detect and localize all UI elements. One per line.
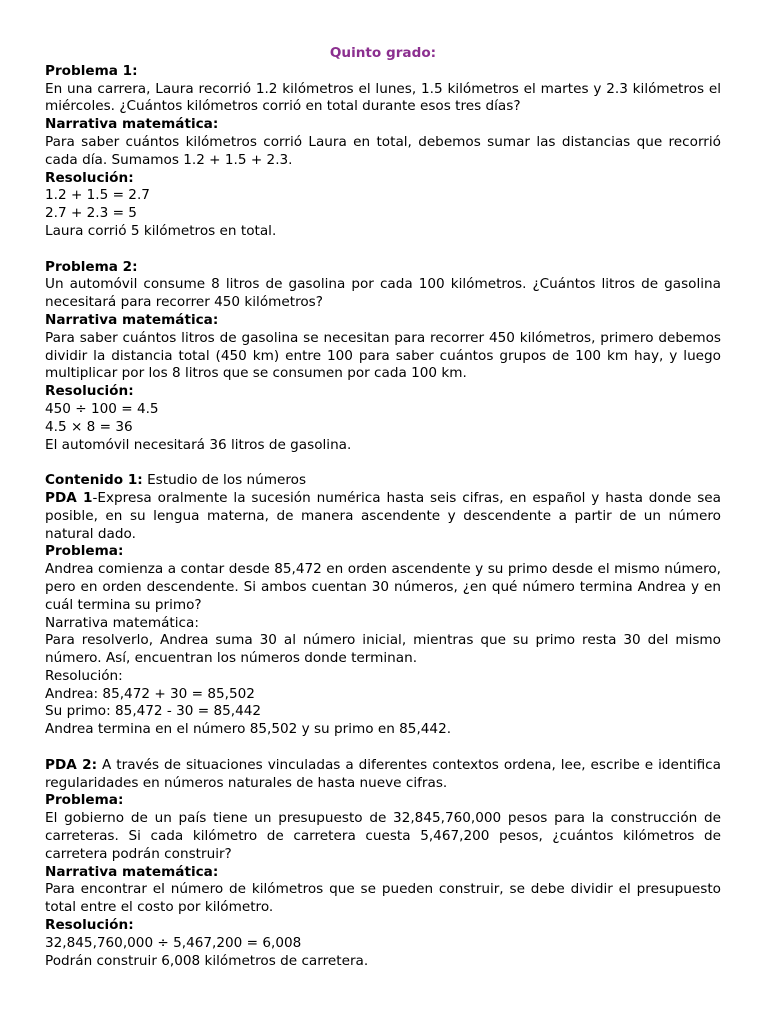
page-title: Quinto grado:	[329, 45, 437, 61]
resolution-line: 4.5 × 8 = 36	[45, 418, 133, 435]
resolution-line: Andrea termina en el número 85,502 y su primo en 85,442.	[45, 721, 452, 738]
problem-1-narrative-heading: Narrativa matemática:	[45, 116, 219, 133]
resolution-line: Laura corrió 5 kilómetros en total.	[45, 222, 277, 239]
contenido-label: Contenido 1:	[45, 472, 143, 489]
problem-2-narrative-heading: Narrativa matemática:	[45, 311, 219, 328]
pda-2-section	[45, 757, 721, 971]
problem-1-heading: Problema 1:	[45, 62, 138, 79]
spacer	[45, 241, 721, 259]
problem-2-narrative-text: Para saber cuántos litros de gasolina se necesitan para recorrer 450 kilómetros, primero debemos dividir la distancia total (450 km) entre 100 para saber cuántos grupos de 100 km hay, y luego multiplicar por los 8 litros que se consumen por cada 100 km.	[45, 329, 721, 382]
resolution-line: 1.2 + 1.5 = 2.7	[45, 187, 150, 204]
resolution-line: Podrán construir 6,008 kilómetros de carretera.	[45, 952, 369, 969]
spacer	[45, 454, 721, 472]
pda-1-narrative-heading: Narrativa matemática:	[45, 614, 199, 631]
document-page	[45, 45, 721, 970]
pda-1-resolution-heading: Resolución:	[45, 667, 123, 684]
problem-1-text: En una carrera, Laura recorrió 1.2 kilómetros el lunes, 1.5 kilómetros el martes y 2.3 kilómetros el miércoles. ¿Cuántos kilómetros corrió en total durante esos tres días?	[45, 80, 721, 115]
pda-1-line	[45, 490, 721, 543]
pda-1-problem-heading: Problema:	[45, 543, 124, 560]
pda-1-text: -Expresa oralmente la sucesión numérica hasta seis cifras, en español y hasta donde sea posible, en su lengua materna, de manera ascendente y descendente a partir de un número natural dado.	[45, 489, 721, 542]
resolution-line: 2.7 + 2.3 = 5	[45, 205, 137, 222]
pda-1-label: PDA 1	[45, 489, 93, 506]
problem-2-text: Un automóvil consume 8 litros de gasolina por cada 100 kilómetros. ¿Cuántos litros de gasolina necesitará para recorrer 450 kilómetros?	[45, 276, 721, 311]
pda-2-line	[45, 757, 721, 793]
pda-2-problem-heading: Problema:	[45, 792, 124, 809]
pda-1-problem-text: Andrea comienza a contar desde 85,472 en orden ascendente y su primo desde el mismo número, pero en orden descendente. Si ambos cuentan 30 números, ¿en qué número termina Andrea y en cuál termina su primo?	[45, 561, 721, 613]
pda-2-problem-text: El gobierno de un país tiene un presupuesto de 32,845,760,000 pesos para la construcción de carreteras. Si cada kilómetro de carretera cuesta 5,467,200 pesos, ¿cuántos kilómetros de carretera podrán construir?	[45, 810, 721, 862]
contenido-text: Estudio de los números	[142, 472, 307, 489]
problem-1-resolution-heading: Resolución:	[45, 169, 134, 186]
pda-1-narrative-text: Para resolverlo, Andrea suma 30 al número inicial, mientras que su primo resta 30 del mismo número. Así, encuentran los números donde terminan.	[45, 632, 721, 667]
pda-1-section	[45, 472, 721, 739]
pda-2-narrative-heading: Narrativa matemática:	[45, 863, 219, 880]
problem-2-heading: Problema 2:	[45, 258, 138, 275]
resolution-line: Su primo: 85,472 - 30 = 85,442	[45, 703, 262, 720]
contenido-line	[45, 472, 721, 490]
resolution-line: 450 ÷ 100 = 4.5	[45, 400, 159, 417]
problem-1-narrative-text: Para saber cuántos kilómetros corrió Laura en total, debemos sumar las distancias que recorrió cada día. Sumamos 1.2 + 1.5 + 2.3.	[45, 133, 721, 168]
pda-2-text: A través de situaciones vinculadas a diferentes contextos ordena, lee, escribe e identifica regularidades en números naturales de hasta nueve cifras.	[45, 756, 721, 791]
resolution-line: El automóvil necesitará 36 litros de gasolina.	[45, 436, 352, 453]
problem-2-section	[45, 259, 721, 455]
pda-2-label: PDA 2:	[45, 756, 98, 773]
problem-2-resolution-heading: Resolución:	[45, 383, 134, 400]
pda-2-resolution-heading: Resolución:	[45, 917, 134, 934]
problem-1-section	[45, 63, 721, 241]
resolution-line: 32,845,760,000 ÷ 5,467,200 = 6,008	[45, 934, 302, 951]
pda-2-narrative-text: Para encontrar el número de kilómetros que se pueden construir, se debe dividir el presupuesto total entre el costo por kilómetro.	[45, 881, 721, 916]
spacer	[45, 739, 721, 757]
resolution-line: Andrea: 85,472 + 30 = 85,502	[45, 685, 255, 702]
